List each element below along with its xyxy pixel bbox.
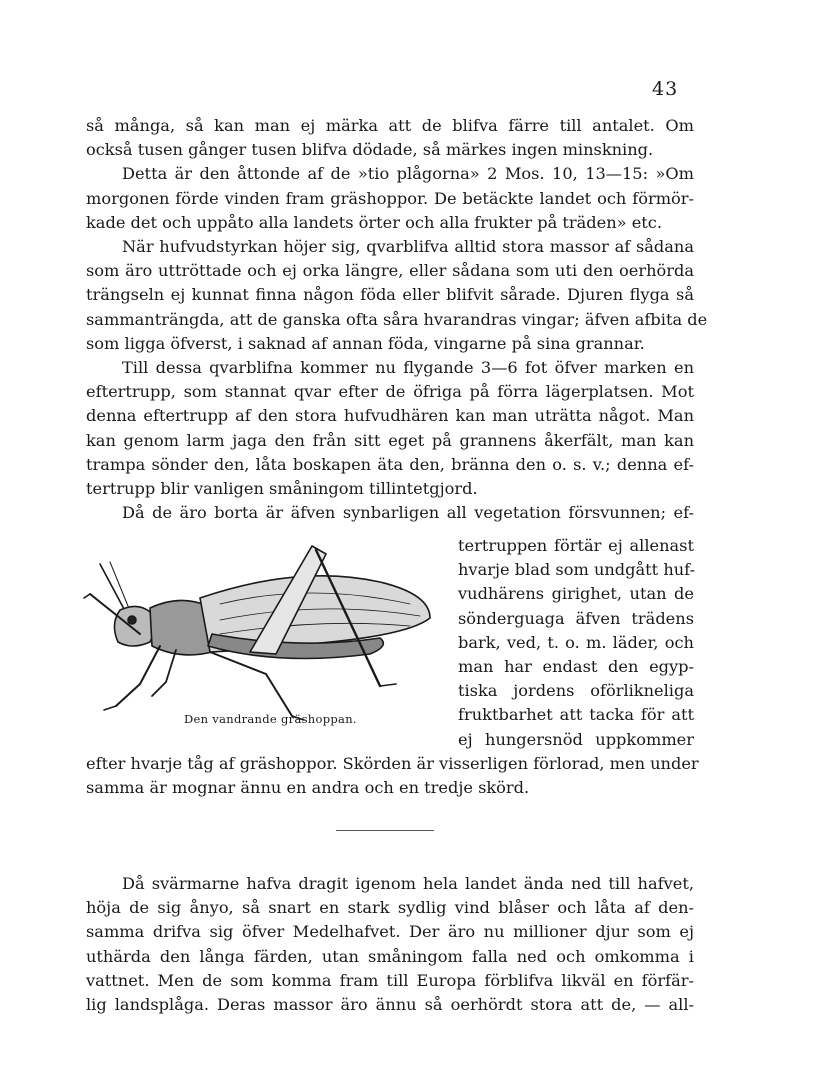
text-line: som ligga öfverst, i saknad af annan föda, vingarne på sina grannar. bbox=[86, 333, 645, 353]
text-line: vattnet. Men de som komma fram till Europa förblifva likväl en förfär- bbox=[86, 970, 694, 990]
text-line: höja de sig ånyo, så snart en stark sydlig vind blåser och låta af den- bbox=[86, 898, 694, 918]
text-line: kan genom larm jaga den från sitt eget på grannens åkerfält, man kan bbox=[86, 430, 694, 450]
text-line: När hufvudstyrkan höjer sig, qvarblifva alltid stora massor af sådana bbox=[122, 237, 694, 257]
text-line: Då svärmarne hafva dragit igenom hela landet ända ned till hafvet, bbox=[122, 874, 694, 893]
text-line: uthärda den långa färden, utan småningom falla ned och omkomma i bbox=[86, 946, 694, 966]
text-line: fruktbarhet att tacka för att bbox=[458, 705, 694, 725]
text-line: morgonen förde vinden fram gräshoppor. De betäckte landet och förmör- bbox=[86, 188, 694, 208]
text-line: trampa sönder den, låta boskapen äta den, bränna den o. s. v.; denna ef- bbox=[86, 454, 694, 474]
text-line: man har endast den egyp- bbox=[458, 657, 694, 677]
text-line: trängseln ej kunnat finna någon föda eller blifvit sårade. Djuren flyga så bbox=[86, 285, 694, 305]
paragraph-block-1 bbox=[86, 114, 708, 525]
text-line: sönderguaga äfven trädens bbox=[458, 608, 694, 628]
text-line: hvarje blad som undgått huf- bbox=[458, 560, 696, 580]
paragraph-block-3 bbox=[86, 872, 694, 1017]
text-line: bark, ved, t. o. m. läder, och bbox=[458, 632, 694, 652]
page-number: 43 bbox=[652, 78, 679, 100]
text-line: samma drifva sig öfver Medelhafvet. Der äro nu millioner djur som ej bbox=[86, 922, 694, 942]
text-line: så många, så kan man ej märka att de blifva färre till antalet. Om bbox=[86, 116, 694, 135]
grasshopper-illustration bbox=[80, 534, 448, 734]
text-line: vudhärens girighet, utan de bbox=[458, 584, 694, 604]
text-line: eftertrupp, som stannat qvar efter de öfriga på förra lägerplatsen. Mot bbox=[86, 382, 694, 402]
text-line: sammanträngda, att de ganska ofta såra hvarandras vingar; äfven afbita de bbox=[86, 309, 708, 329]
paragraph-block-2 bbox=[86, 752, 699, 800]
wrapped-text-column bbox=[458, 534, 694, 752]
text-line: Detta är den åttonde af de »tio plågorna» 2 Mos. 10, 13—15: »Om bbox=[122, 164, 694, 184]
text-line: ej hungersnöd uppkommer bbox=[458, 729, 694, 749]
text-line: lig landsplåga. Deras massor äro ännu så oerhördt stora att de, — all- bbox=[86, 995, 694, 1015]
section-divider bbox=[336, 830, 434, 831]
grasshopper-icon bbox=[80, 534, 448, 734]
text-line: tertruppen förtär ej allenast bbox=[458, 536, 694, 555]
figure-caption: Den vandrande gräshoppan. bbox=[184, 712, 357, 726]
text-line: också tusen gånger tusen blifva dödade, så märkes ingen minskning. bbox=[86, 140, 654, 160]
text-line: som äro uttröttade och ej orka längre, eller sådana som uti den oerhörda bbox=[86, 261, 694, 281]
text-line: Till dessa qvarblifna kommer nu flygande 3—6 fot öfver marken en bbox=[122, 358, 694, 378]
text-line: tertrupp blir vanligen småningom tillintetgjord. bbox=[86, 479, 478, 499]
text-line: kade det och uppåto alla landets örter och alla frukter på träden» etc. bbox=[86, 212, 663, 232]
text-line: Då de äro borta är äfven synbarligen all vegetation försvunnen; ef- bbox=[122, 503, 694, 523]
text-line: samma är mognar ännu en andra och en tredje skörd. bbox=[86, 778, 530, 798]
text-line: efter hvarje tåg af gräshoppor. Skörden är visserligen förlorad, men under bbox=[86, 754, 699, 773]
text-line: denna eftertrupp af den stora hufvudhären kan man uträtta något. Man bbox=[86, 406, 694, 426]
text-line: tiska jordens oförlikneliga bbox=[458, 681, 694, 701]
